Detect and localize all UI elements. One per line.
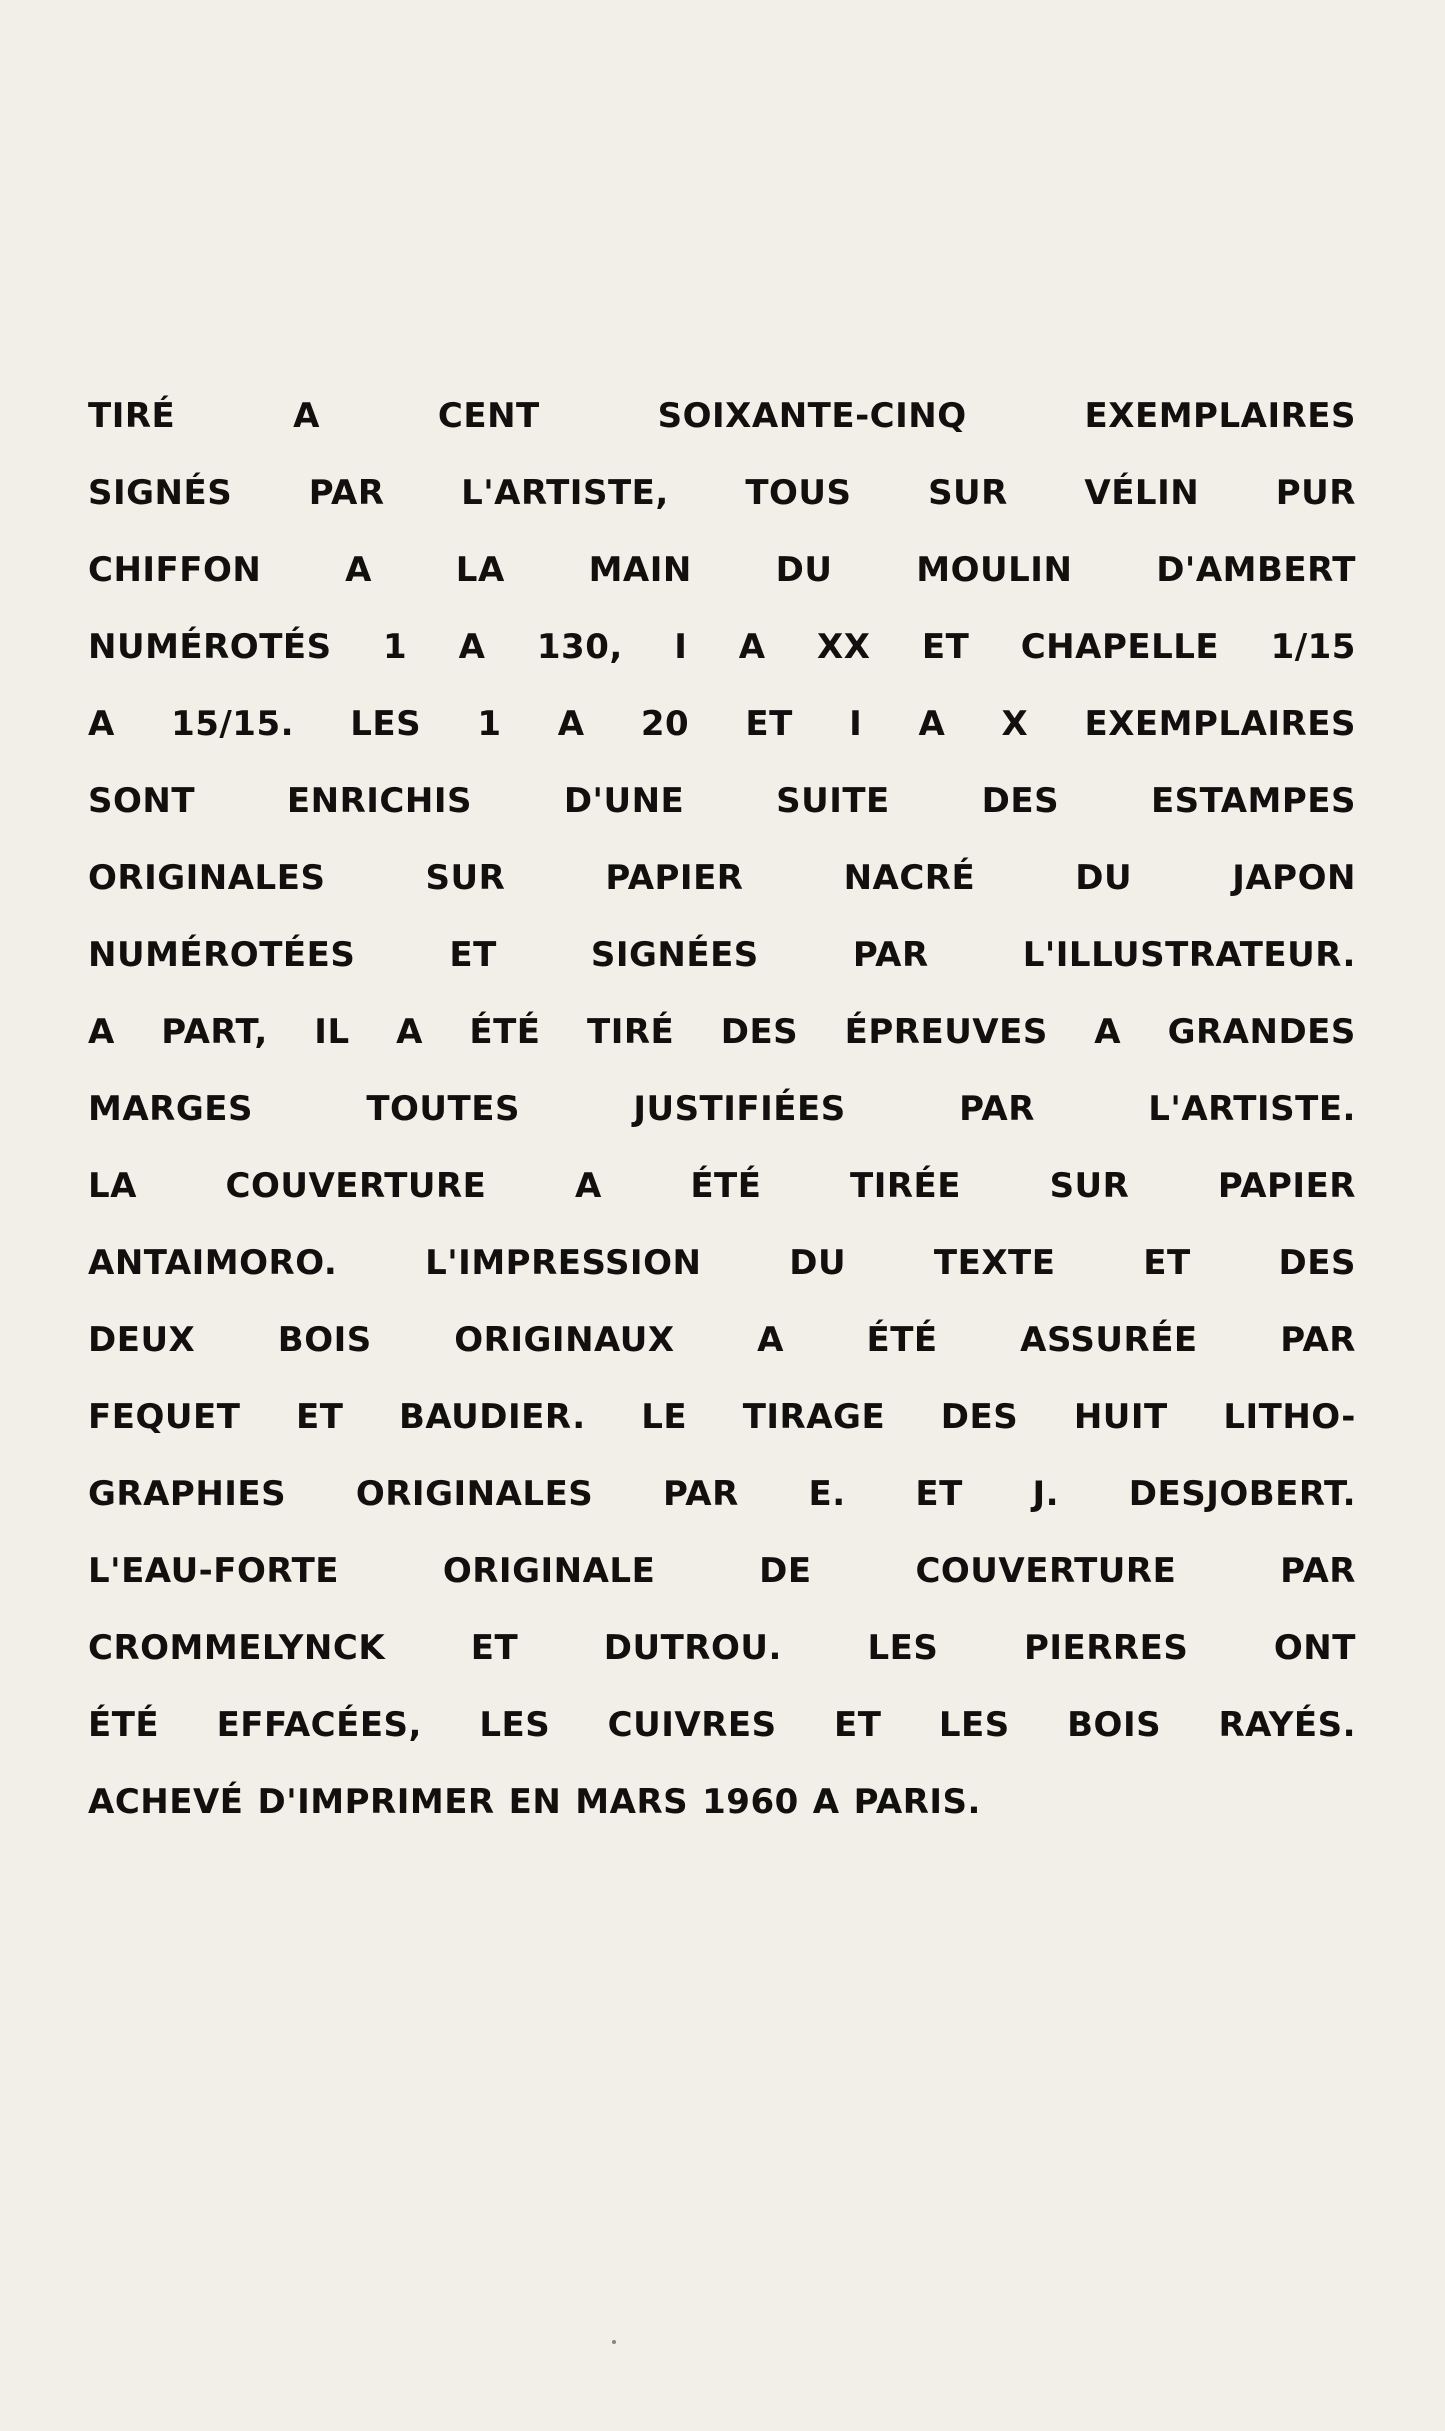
colophon-word: ET: [1143, 1243, 1191, 1283]
colophon-word: EN: [508, 1782, 562, 1822]
colophon-word: GRAPHIES: [88, 1474, 287, 1514]
colophon-line: [88, 917, 1356, 994]
colophon-word: SIGNÉES: [590, 935, 759, 975]
colophon-word: PIERRES: [1023, 1628, 1189, 1668]
colophon-word: SOIXANTE-CINQ: [657, 396, 967, 436]
colophon-word: I: [674, 627, 688, 667]
colophon-word: A: [293, 396, 320, 436]
colophon-word: ORIGINAUX: [454, 1320, 675, 1360]
colophon-word: A: [396, 1012, 423, 1052]
colophon-word: CHAPELLE: [1020, 627, 1220, 667]
colophon-word: ACHEVÉ: [88, 1782, 244, 1822]
colophon-word: PAR: [852, 935, 929, 975]
colophon-word: EXEMPLAIRES: [1084, 396, 1356, 436]
colophon-word: IL: [314, 1012, 350, 1052]
colophon-word: L'IMPRESSION: [425, 1243, 702, 1283]
colophon-word: VÉLIN: [1084, 473, 1200, 513]
colophon-word: DES: [1278, 1243, 1356, 1283]
colophon-word: ET: [921, 627, 970, 667]
colophon-word: LES: [867, 1628, 939, 1668]
colophon-word: JUSTIFIÉES: [633, 1089, 846, 1129]
colophon-word: A: [574, 1166, 602, 1206]
colophon-line: [88, 994, 1356, 1071]
colophon-word: CENT: [437, 396, 540, 436]
colophon-word: PART,: [161, 1012, 268, 1052]
colophon-word: BAUDIER.: [399, 1397, 586, 1437]
colophon-word: LES: [479, 1705, 551, 1745]
colophon-word: X: [1001, 704, 1029, 744]
colophon-word: EXEMPLAIRES: [1084, 704, 1356, 744]
colophon-word: MAIN: [588, 550, 692, 590]
colophon-word: CHIFFON: [88, 550, 262, 590]
colophon-word: J.: [1032, 1474, 1060, 1514]
colophon-word: ORIGINALES: [355, 1474, 594, 1514]
colophon-word: SUR: [425, 858, 506, 898]
colophon-word: ORIGINALE: [442, 1551, 656, 1591]
colophon-line: [88, 1302, 1356, 1379]
colophon-word: NACRÉ: [843, 858, 976, 898]
colophon-word: A: [918, 704, 946, 744]
colophon-line: [88, 1610, 1356, 1687]
colophon-word: SONT: [88, 781, 196, 821]
colophon-word: ET: [295, 1397, 344, 1437]
colophon-word: ET: [834, 1705, 882, 1745]
colophon-word: L'ARTISTE.: [1148, 1089, 1356, 1129]
colophon-word: DU: [775, 550, 833, 590]
colophon-word: A: [88, 704, 115, 744]
colophon-word: ÉTÉ: [469, 1012, 541, 1052]
colophon-word: LITHO-: [1223, 1397, 1356, 1437]
colophon-word: 1: [383, 627, 408, 667]
colophon-line: [88, 455, 1356, 532]
colophon-word: PAPIER: [1217, 1166, 1356, 1206]
colophon-word: BOIS: [1067, 1705, 1162, 1745]
colophon-word: L'ILLUSTRATEUR.: [1022, 935, 1356, 975]
colophon-line: [88, 686, 1356, 763]
colophon-word: DES: [981, 781, 1060, 821]
colophon-line: [88, 1687, 1356, 1764]
colophon-word: TIRÉ: [587, 1012, 675, 1052]
colophon-word: ORIGINALES: [88, 858, 326, 898]
colophon-word: D'UNE: [563, 781, 685, 821]
colophon-word: LES: [938, 1705, 1010, 1745]
colophon-word: CUIVRES: [607, 1705, 777, 1745]
colophon-word: PAR: [1280, 1551, 1356, 1591]
colophon-line: [88, 1764, 1356, 1841]
colophon-word: 1960: [702, 1782, 799, 1822]
colophon-word: COUVERTURE: [915, 1551, 1177, 1591]
page-mark: [612, 2340, 616, 2344]
colophon-word: NUMÉROTÉS: [88, 627, 332, 667]
colophon-word: MARGES: [88, 1089, 253, 1129]
colophon-line: [88, 763, 1356, 840]
colophon-word: E.: [808, 1474, 846, 1514]
colophon-word: TOUS: [745, 473, 852, 513]
colophon-line: [88, 1071, 1356, 1148]
colophon-word: ET: [745, 704, 793, 744]
colophon-word: PAPIER: [605, 858, 744, 898]
colophon-word: TIRÉ: [88, 396, 176, 436]
colophon-word: DEUX: [88, 1320, 196, 1360]
colophon-line: [88, 1456, 1356, 1533]
colophon-word: ASSURÉE: [1020, 1320, 1198, 1360]
colophon-line: [88, 1148, 1356, 1225]
colophon-word: SIGNÉS: [88, 473, 233, 513]
colophon-word: HUIT: [1073, 1397, 1168, 1437]
colophon-word: ÉTÉ: [690, 1166, 762, 1206]
colophon-line: [88, 609, 1356, 686]
colophon-word: A: [1094, 1012, 1122, 1052]
colophon-word: ENRICHIS: [286, 781, 472, 821]
colophon-word: DUTROU.: [603, 1628, 782, 1668]
colophon-word: SUR: [1049, 1166, 1130, 1206]
colophon-line: [88, 378, 1356, 455]
colophon-line: [88, 840, 1356, 917]
colophon-word: ANTAIMORO.: [88, 1243, 338, 1283]
colophon-word: 130,: [536, 627, 623, 667]
colophon-word: ESTAMPES: [1150, 781, 1356, 821]
colophon-word: GRANDES: [1167, 1012, 1356, 1052]
colophon-word: LE: [641, 1397, 688, 1437]
colophon-word: RAYÉS.: [1218, 1705, 1356, 1745]
colophon-line: [88, 532, 1356, 609]
colophon-word: PAR: [959, 1089, 1035, 1129]
colophon-word: A: [757, 1320, 784, 1360]
colophon-word: SUR: [928, 473, 1008, 513]
colophon-word: DU: [789, 1243, 847, 1283]
colophon-word: A: [345, 550, 372, 590]
colophon-word: MARS: [575, 1782, 689, 1822]
colophon-word: PUR: [1275, 473, 1356, 513]
colophon-word: I: [849, 704, 863, 744]
colophon-word: EFFACÉES,: [216, 1705, 422, 1745]
colophon-word: ÉPREUVES: [844, 1012, 1048, 1052]
colophon-word: TIRAGE: [742, 1397, 886, 1437]
colophon-word: ÉTÉ: [866, 1320, 938, 1360]
colophon-word: ET: [449, 935, 497, 975]
colophon-word: NUMÉROTÉES: [88, 935, 356, 975]
colophon-word: ONT: [1273, 1628, 1356, 1668]
colophon-word: 20: [640, 704, 690, 744]
colophon-word: 1: [477, 704, 502, 744]
colophon-word: PAR: [1280, 1320, 1356, 1360]
colophon-word: L'EAU-FORTE: [88, 1551, 339, 1591]
colophon-word: DES: [720, 1012, 799, 1052]
colophon-word: 15/15.: [171, 704, 295, 744]
colophon-word: PARIS.: [853, 1782, 981, 1822]
colophon-line: [88, 1379, 1356, 1456]
colophon-word: ET: [915, 1474, 963, 1514]
colophon-line: [88, 1225, 1356, 1302]
colophon-word: TEXTE: [933, 1243, 1056, 1283]
colophon-text-block: [88, 378, 1356, 1841]
colophon-word: D'IMPRIMER: [257, 1782, 495, 1822]
colophon-word: A: [458, 627, 486, 667]
colophon-word: LA: [88, 1166, 137, 1206]
colophon-word: DU: [1075, 858, 1133, 898]
colophon-word: DE: [759, 1551, 812, 1591]
colophon-word: LES: [350, 704, 422, 744]
colophon-word: XX: [817, 627, 871, 667]
colophon-word: FEQUET: [88, 1397, 241, 1437]
colophon-word: ÉTÉ: [88, 1705, 160, 1745]
colophon-word: LA: [455, 550, 505, 590]
colophon-word: ET: [470, 1628, 519, 1668]
colophon-word: SUITE: [776, 781, 890, 821]
colophon-word: A: [812, 1782, 840, 1822]
colophon-word: A: [88, 1012, 115, 1052]
colophon-word: JAPON: [1232, 858, 1356, 898]
colophon-word: 1/15: [1270, 627, 1356, 667]
colophon-word: L'ARTISTE,: [461, 473, 669, 513]
colophon-word: DESJOBERT.: [1128, 1474, 1356, 1514]
colophon-word: A: [557, 704, 585, 744]
colophon-word: A: [738, 627, 766, 667]
colophon-word: COUVERTURE: [225, 1166, 487, 1206]
colophon-word: D'AMBERT: [1156, 550, 1356, 590]
colophon-word: MOULIN: [916, 550, 1073, 590]
colophon-word: TOUTES: [366, 1089, 520, 1129]
colophon-word: BOIS: [277, 1320, 372, 1360]
colophon-line: [88, 1533, 1356, 1610]
colophon-word: DES: [940, 1397, 1019, 1437]
colophon-word: PAR: [308, 473, 385, 513]
colophon-word: TIRÉE: [850, 1166, 962, 1206]
colophon-word: CROMMELYNCK: [88, 1628, 386, 1668]
colophon-word: PAR: [663, 1474, 739, 1514]
